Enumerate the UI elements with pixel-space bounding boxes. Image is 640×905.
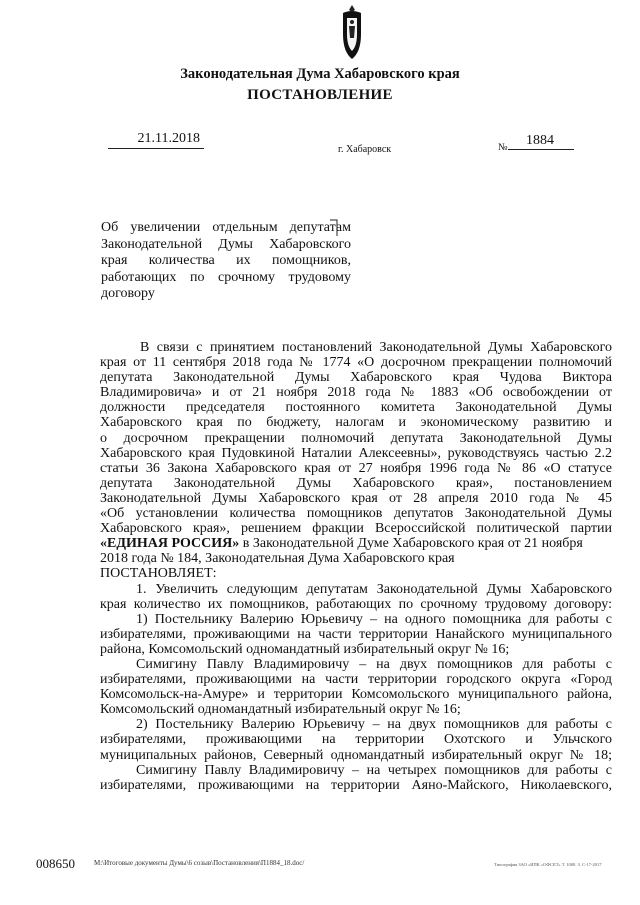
title-line: Законодательной Думы Хабаровского [101, 236, 351, 252]
body-line: В связи с принятием постановлений Законодательной Думы Хабаровского [140, 340, 612, 355]
body-line: о досрочном прекращении полномочий депутата Законодательной Думы [100, 430, 612, 446]
document-type: ПОСТАНОВЛЕНИЕ [247, 87, 393, 103]
body-line: депутата Законодательной Думы Хабаровского края Чудова Виктора [100, 370, 612, 386]
organization-name: Законодательная Дума Хабаровского края [180, 66, 460, 82]
document-title [101, 220, 351, 303]
body-line: должности председателя постоянного комитета Законодательной Думы [100, 400, 612, 416]
body-line: Хабаровского края Пудовкиной Наталии Алексеевны», руководствуясь частью 2.2 [100, 445, 612, 461]
body-line: избирателями, проживающими на части территории Нанайского муниципального [100, 626, 612, 642]
body-line: Законодательной Думы Хабаровского края от 28 апреля 2010 года № 45 [100, 490, 612, 506]
body-line: Владимировича» и от 21 ноября 2018 года № 1883 «Об освобождении от [100, 385, 612, 401]
title-line: работающих по срочному трудовому [101, 269, 351, 285]
title-line: Об увеличении отдельным депутатам [101, 220, 351, 235]
number-field [508, 133, 574, 150]
body-line: «Об установлении количества помощников депутатов Законодательной Думы [100, 506, 612, 522]
corner-bracket-icon [330, 218, 338, 238]
registry-number: 008650 [36, 856, 75, 871]
body-line: Симигину Павлу Владимировичу – на четырех помощников для работы с [136, 762, 612, 778]
file-path: М:\Итоговые документы Думы\6 созыв\Постановления\П1884_18.doc/ [94, 859, 305, 867]
party-name: «ЕДИНАЯ РОССИЯ» [100, 536, 240, 552]
body-line: края количество их помощников, работающих по срочному трудовому договору: [100, 596, 612, 612]
document-city: г. Хабаровск [338, 144, 392, 155]
body-line: края от 11 сентября 2018 года № 1774 «О досрочном прекращении полномочий [100, 355, 612, 371]
body-line: муниципальных районов, Северный одномандатный избирательный округ № 18; [100, 747, 612, 763]
body-line: избирателями, проживающими на территории Аяно-Майского, Николаевского, [100, 777, 612, 793]
body-line: района, Комсомольский одномандатный избирательный округ № 16; [100, 641, 510, 657]
body-line: 2) Постельнику Валерию Юрьевичу – на двух помощников для работы с [136, 717, 612, 733]
body-line: избирателями, проживающими на территории Охотского и Ульчского [100, 732, 612, 748]
body-line: в Законодательной Думе Хабаровского края от 21 ноября [242, 536, 583, 552]
body-line: Комсомольский одномандатный избирательный округ № 16; [100, 702, 461, 718]
print-stamp: Типография ЗАО «ИПК «ОФСЕТ» Т. 1000. З. С-17-2017 [494, 862, 602, 867]
body-line: 1) Постельнику Валерию Юрьевичу – на одного помощника для работы с [136, 611, 612, 627]
body-line: статьи 36 Закона Хабаровского края от 27 ноября 1996 года № 86 «О статусе [100, 460, 612, 476]
document-number: 1884 [526, 133, 554, 148]
body-line: Симигину Павлу Владимировичу – на двух помощников для работы с [136, 656, 612, 672]
body-line: Хабаровского края по бюджету, налогам и экономическому развитию и [100, 415, 612, 431]
body-line: Комсомольск-на-Амуре» и территории Комсомольского муниципального района, [100, 687, 612, 703]
resolution-keyword: ПОСТАНОВЛЯЕТ: [100, 566, 217, 582]
title-line: договору [101, 286, 155, 302]
date-field [108, 130, 204, 149]
body-line: избирателями, проживающими на части территории городского округа «Город [100, 672, 612, 688]
body-line: 1. Увеличить следующим депутатам Законодательной Думы Хабаровского [136, 581, 612, 597]
body-line: 2018 года № 184, Законодательная Дума Хабаровского края [100, 551, 455, 567]
title-line: края количества их помощников, [101, 253, 351, 269]
body-line: Хабаровского края», решением фракции Всероссийской политической партии [100, 521, 612, 537]
body-line: депутата Законодательной Думы Хабаровского края», постановлением [100, 475, 612, 491]
document-body [100, 340, 612, 793]
coat-of-arms-icon [338, 4, 366, 62]
document-date: 21.11.2018 [137, 131, 200, 146]
body-line-party [100, 536, 612, 551]
number-sign: № [498, 142, 508, 153]
